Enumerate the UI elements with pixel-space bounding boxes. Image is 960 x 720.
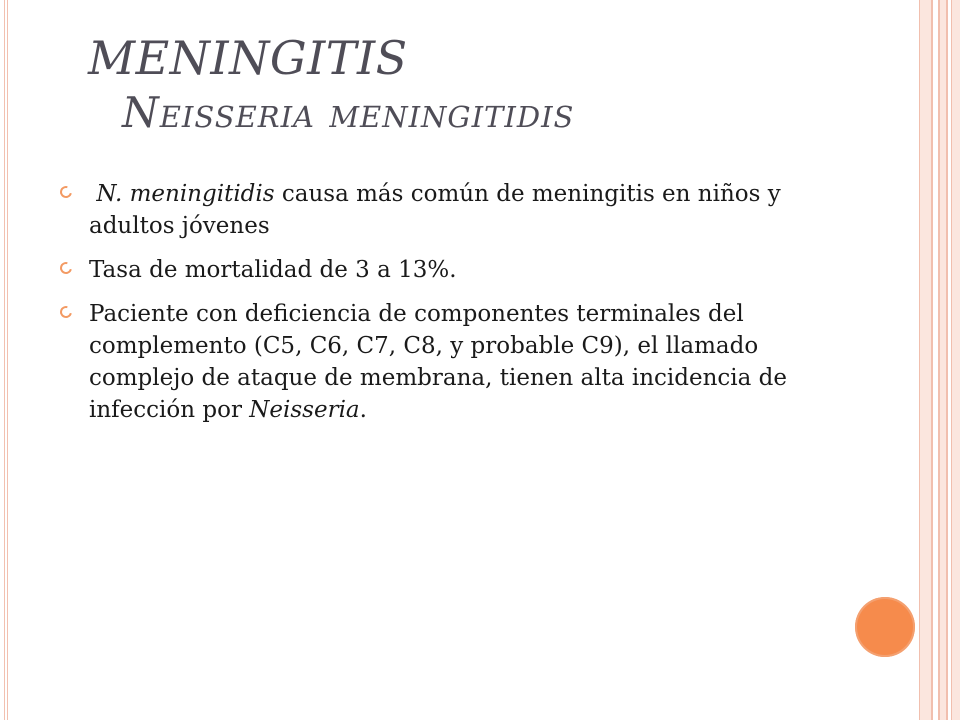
- bullet-1-italic-lead: N. meningitidis: [96, 181, 275, 207]
- left-frame-stripe: [4, 0, 8, 720]
- slide-title-line1: MENINGITIS: [88, 31, 408, 85]
- bullet-item-1: [60, 178, 840, 242]
- slide-title-line2: Neisseria meningitidis: [122, 88, 575, 137]
- bullet-item-2: [60, 254, 840, 286]
- orange-circle-icon: [855, 597, 915, 657]
- bullet-2-body: Tasa de mortalidad de 3 a 13%.: [89, 257, 457, 283]
- bullet-ring-icon: [58, 184, 74, 200]
- bullet-ring-icon: [58, 260, 74, 276]
- bullet-3-italic-tail: Neisseria: [249, 397, 360, 423]
- bullet-ring-icon: [58, 304, 74, 320]
- slide-title: [88, 30, 888, 140]
- bullet-3-text: [89, 301, 787, 423]
- bullet-1-text: [89, 181, 781, 239]
- bullet-list: [60, 178, 840, 438]
- bullet-3-punct: .: [359, 397, 367, 423]
- bullet-item-3: [60, 298, 840, 426]
- bullet-3-body: Paciente con deficiencia de componentes terminales del complemento (C5, C6, C7, C8, y probable C9), el llamado complejo de ataque de membrana, tienen alta incidencia de infección por: [89, 301, 787, 423]
- right-frame-stripes: [916, 0, 960, 720]
- bullet-1-body: causa más común de meningitis en niños y adultos jóvenes: [89, 181, 781, 239]
